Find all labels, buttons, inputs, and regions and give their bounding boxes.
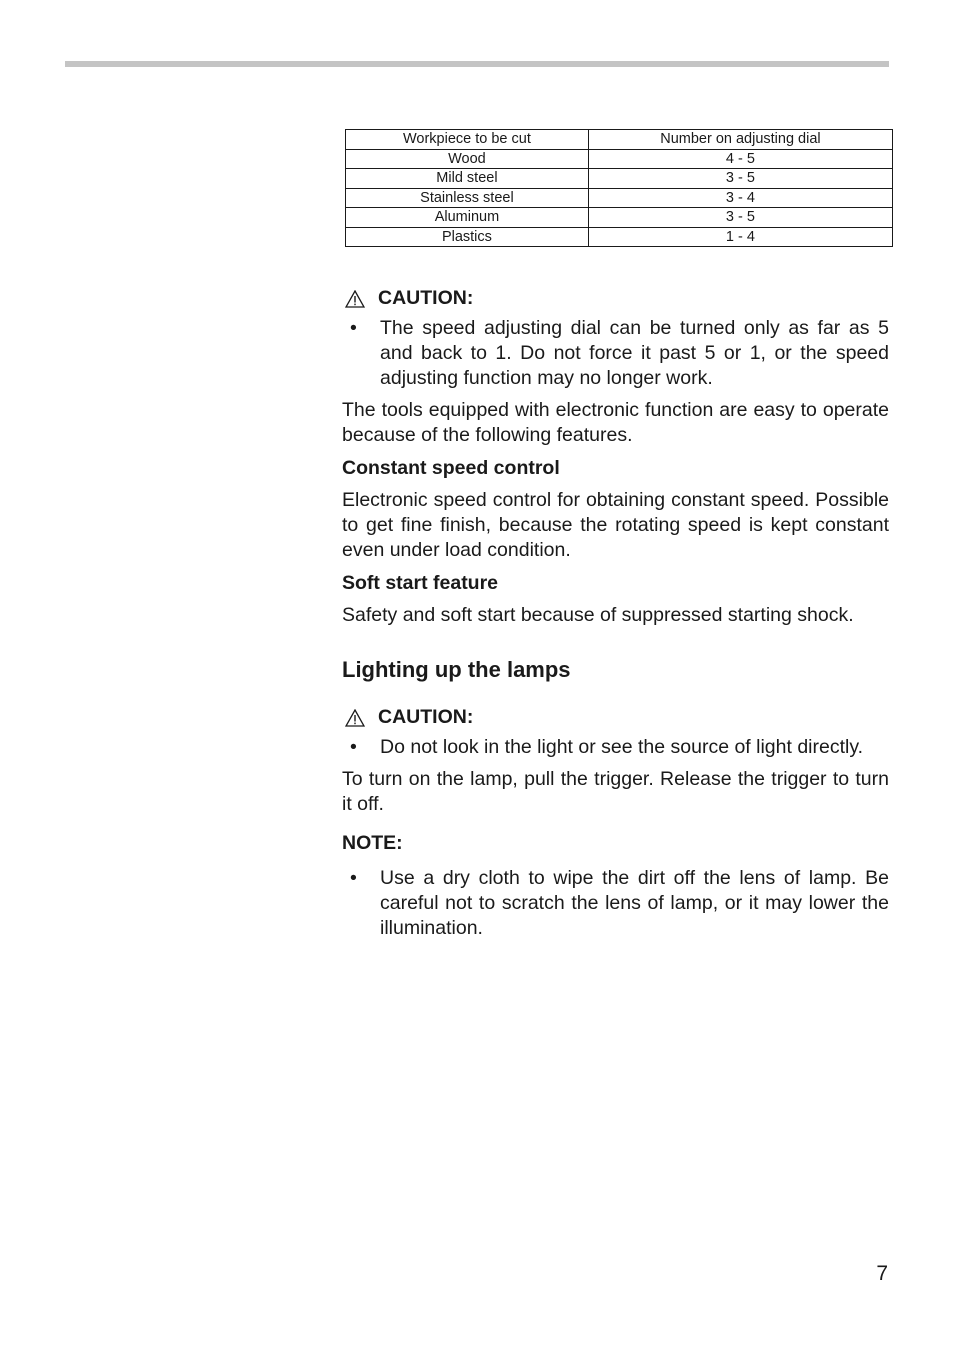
page-number: 7 xyxy=(876,1262,888,1285)
table-row xyxy=(346,208,893,228)
caution-bullet-item xyxy=(342,735,889,760)
note-bullet-text: Use a dry cloth to wipe the dirt off the lens of lamp. Be careful not to scratch the lens of lamp, or it may lower the illumination. xyxy=(380,867,889,939)
warning-triangle-icon xyxy=(345,709,365,727)
caution-label: CAUTION: xyxy=(378,706,474,728)
caution-label: CAUTION: xyxy=(378,287,474,309)
note-label: NOTE: xyxy=(342,832,403,854)
warning-triangle-icon xyxy=(345,290,365,308)
lamp-instructions-paragraph: To turn on the lamp, pull the trigger. Release the trigger to turn it off. xyxy=(342,768,889,815)
table-cell-dial: 3 - 4 xyxy=(588,188,892,208)
caution-heading xyxy=(345,287,889,310)
intro-paragraph: The tools equipped with electronic function are easy to operate because of the following features. xyxy=(342,399,889,446)
table-cell-workpiece: Plastics xyxy=(346,227,589,247)
table-row xyxy=(346,227,893,247)
caution-heading xyxy=(345,706,889,729)
constant-speed-heading: Constant speed control xyxy=(342,457,560,479)
bullet-symbol: • xyxy=(350,867,357,889)
constant-speed-paragraph: Electronic speed control for obtaining constant speed. Possible to get fine finish, because the rotating speed is kept constant even under load condition. xyxy=(342,489,889,561)
table-cell-dial: 3 - 5 xyxy=(588,169,892,189)
caution-bullet-text: Do not look in the light or see the source of light directly. xyxy=(380,736,864,758)
bullet-symbol: • xyxy=(350,736,357,758)
table-cell-workpiece: Stainless steel xyxy=(346,188,589,208)
table-cell-workpiece: Aluminum xyxy=(346,208,589,228)
table-header-row xyxy=(346,130,893,150)
note-bullet-item xyxy=(342,866,889,941)
table-header-dial-number: Number on adjusting dial xyxy=(588,130,892,150)
caution-bullet-item xyxy=(342,316,889,391)
table-cell-dial: 4 - 5 xyxy=(588,149,892,169)
table-cell-dial: 1 - 4 xyxy=(588,227,892,247)
table-cell-workpiece: Mild steel xyxy=(346,169,589,189)
table-cell-workpiece: Wood xyxy=(346,149,589,169)
table-header-workpiece: Workpiece to be cut xyxy=(346,130,589,150)
table-row xyxy=(346,149,893,169)
main-content xyxy=(342,129,889,941)
top-rule xyxy=(65,61,889,67)
soft-start-heading: Soft start feature xyxy=(342,572,499,594)
table-row xyxy=(346,169,893,189)
table-cell-dial: 3 - 5 xyxy=(588,208,892,228)
speed-table xyxy=(345,129,893,247)
table-row xyxy=(346,188,893,208)
soft-start-paragraph: Safety and soft start because of suppressed starting shock. xyxy=(342,604,854,626)
lamps-section-title: Lighting up the lamps xyxy=(342,657,571,682)
bullet-symbol: • xyxy=(350,317,357,339)
caution-bullet-text: The speed adjusting dial can be turned only as far as 5 and back to 1. Do not force it past 5 or 1, or the speed adjusting function may no longer work. xyxy=(380,317,889,389)
